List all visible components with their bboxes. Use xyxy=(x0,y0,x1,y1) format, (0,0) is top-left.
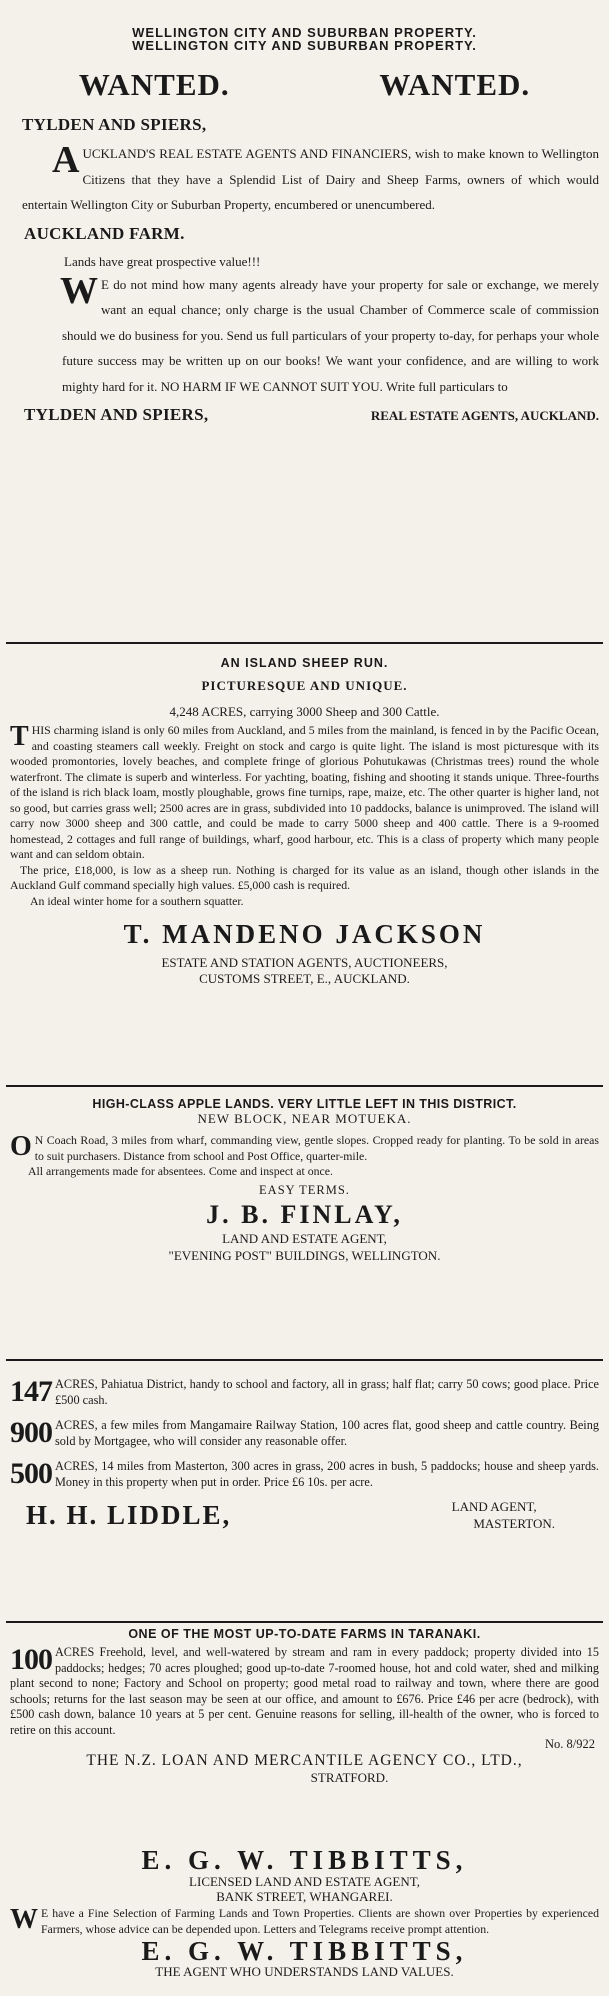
firm-footer xyxy=(24,405,599,425)
tibbitts-paragraph xyxy=(10,1906,599,1937)
listing-text: ACRES, Pahiatua District, handy to school and factory, all in grass; half flat; carry 50 cows; good place. Price £500 cash. xyxy=(55,1377,599,1407)
jackson-line-1: ESTATE AND STATION AGENTS, AUCTIONEERS, xyxy=(161,955,448,970)
listing-900 xyxy=(10,1418,599,1449)
divider-3 xyxy=(6,1359,603,1361)
advert-liddle xyxy=(4,1377,605,1617)
tibbitts-name: E. G. W. TIBBITTS, xyxy=(141,1845,468,1875)
listing-text: ACRES, a few miles from Mangamaire Railway Station, 100 acres flat, good sheep and cattle country. Being sold by Mortgagee, who will consider any reasonable offer. xyxy=(55,1418,599,1448)
firm-name-top: TYLDEN AND SPIERS, xyxy=(22,115,207,134)
advert-tibbitts xyxy=(4,1846,605,1996)
apple-text: N Coach Road, 3 miles from wharf, commanding view, gentle slopes. Cropped ready for planting. To be sold in areas to suit purchasers. Distance from school and Post Office, quarter-mile. xyxy=(34,1133,599,1163)
tibbitts-line-2: BANK STREET, WHANGAREI. xyxy=(216,1889,393,1904)
finlay-line-1: LAND AND ESTATE AGENT, xyxy=(222,1230,387,1246)
wanted-right: WANTED. xyxy=(379,67,531,102)
apple-paragraph xyxy=(10,1133,599,1164)
wanted-banner xyxy=(4,67,605,103)
header-line-2: WELLINGTON CITY AND SUBURBAN PROPERTY. xyxy=(132,38,477,53)
taranaki-ref: No. 8/922 xyxy=(545,1737,595,1751)
listing-number: 900 xyxy=(10,1416,52,1449)
listing-number: 147 xyxy=(10,1375,52,1408)
finlay-line-2: "EVENING POST" BUILDINGS, WELLINGTON. xyxy=(168,1247,441,1263)
island-text: HIS charming island is only 60 miles from Auckland, and 5 miles from the mainland, is fenced in by the Pacific Ocean, and coasting steamers call weekly. Freight on stock and cargo is quite light. The island is most picturesque with its wooded promontories, lovely beaches, and complete fringe of glorious Pohutukawas (Christmas trees) round the whole waterfront. The climate is superb and winterless. For yachting, boating, fishing and shooting it stands unique. Three-fourths of the island is rich black loam, mostly ploughable, grows fine turnips, rape, maize, etc. The other quarter is higher land, not so good, but carries grass well; 2500 acres are in grass, subdivided into 10 paddocks, balance is unimproved. The island will carry now 3000 sheep and 300 cattle, and could be made to carry 5000 sheep and 400 cattle. There is a 9-roomed homestead, 2 cottages and full range of buildings, wharf, good harbour, etc. This is a class of property which many people want and can seldom obtain. xyxy=(10,723,599,861)
taranaki-paragraph xyxy=(10,1645,599,1738)
dropcap-w2: W xyxy=(10,1904,38,1935)
listing-text: ACRES, 14 miles from Masterton, 300 acres in grass, 200 acres in bush, 5 paddocks; house and sheep yards. Money in this property when put in order. Price £6 10s. per acre. xyxy=(55,1459,599,1489)
jackson-line-2: CUSTOMS STREET, E., AUCKLAND. xyxy=(199,971,410,986)
intro-paragraph xyxy=(4,141,605,218)
taranaki-number: 100 xyxy=(10,1643,52,1676)
liddle-footer xyxy=(26,1498,555,1532)
lands-line: Lands have great prospective value!!! xyxy=(64,253,261,269)
dropcap-w: W xyxy=(60,269,98,312)
tibbitts-text: E have a Fine Selection of Farming Lands and Town Properties. Clients are shown over Properties by experienced Farmers, whose advice can be depended upon. Letters and Telegrams receive prompt attention. xyxy=(41,1906,599,1936)
farm-heading: AUCKLAND FARM. xyxy=(24,223,185,243)
advert-tylden-spiers xyxy=(4,26,605,638)
liddle-role-2: MASTERTON. xyxy=(473,1516,555,1531)
main-text: E do not mind how many agents already have your property for sale or exchange, we merely want an equal chance; only charge is the usual Chamber of Commerce scale of commission should we do business for you. Send us full particulars of your property to-day, for perhaps your whole future success may be written up on our books! We want your confidence, and are willing to work mighty hard for it. NO HARM IF WE CANNOT SUIT YOU. Write full particulars to xyxy=(62,276,599,394)
tibbitts-line-1: LICENSED LAND AND ESTATE AGENT, xyxy=(189,1874,420,1889)
dropcap-a: A xyxy=(52,139,80,181)
intro-text: UCKLAND'S REAL ESTATE AGENTS AND FINANCIERS, wish to make known to Wellington Citizens that they have a Splendid List of Dairy and Sheep Farms, owners of which would entertain Wellington City or Suburban Property, encumbered or unencumbered. xyxy=(22,146,599,212)
dropcap-t: T xyxy=(10,721,29,752)
taranaki-text: ACRES Freehold, level, and well-watered by stream and ram in every paddock; property divided into 15 paddocks; hedges; 70 acres ploughed; good up-to-date 7-roomed house, hot and cold water, shed and milking plant second to none; Factory and School on property; good metal road to railway and town, where there are good schools; returns for the last season may be seen at our office, and amount to £676. Price £46 per acre (bedrock), with £500 cash down, balance 10 years at 5 per cent. Genuine reasons for selling, ill-health of the owner, who is forced to retire on this account. xyxy=(10,1645,599,1737)
divider-4 xyxy=(6,1621,603,1623)
tibbitts-name-repeat: E. G. W. TIBBITTS, xyxy=(141,1936,468,1966)
island-acres: 4,248 ACRES, carrying 3000 Sheep and 300 Cattle. xyxy=(169,704,440,719)
wanted-left: WANTED. xyxy=(78,67,230,102)
loan-agency-location: STRATFORD. xyxy=(310,1770,389,1785)
main-paragraph xyxy=(4,269,605,400)
island-subtitle: PICTURESQUE AND UNIQUE. xyxy=(201,678,408,693)
taranaki-title: ONE OF THE MOST UP-TO-DATE FARMS IN TARANAKI. xyxy=(128,1627,481,1641)
loan-agency-name: THE N.Z. LOAN AND MERCANTILE AGENCY CO., LTD., xyxy=(86,1752,523,1769)
firm-name-bottom: TYLDEN AND SPIERS, xyxy=(24,405,209,424)
apple-subtitle: NEW BLOCK, NEAR MOTUEKA. xyxy=(197,1111,412,1126)
apple-arrangements: All arrangements made for absentees. Come and inspect at once. xyxy=(28,1164,333,1178)
advert-taranaki-farm xyxy=(4,1627,605,1842)
header-line-1: WELLINGTON CITY AND SUBURBAN PROPERTY. xyxy=(132,25,477,40)
liddle-listings xyxy=(4,1377,605,1490)
island-price: The price, £18,000, is low as a sheep run. Nothing is charged for its value as an island, though other islands in the Auckland Gulf command specially high values. £5,000 cash is required. xyxy=(10,862,599,892)
island-ideal: An ideal winter home for a southern squatter. xyxy=(30,893,244,908)
apple-terms: EASY TERMS. xyxy=(259,1182,350,1197)
apple-title: HIGH-CLASS APPLE LANDS. VERY LITTLE LEFT IN THIS DISTRICT. xyxy=(92,1097,517,1111)
finlay-name: J. B. FINLAY, xyxy=(206,1199,403,1229)
liddle-role xyxy=(433,1498,555,1532)
listing-147 xyxy=(10,1377,599,1408)
dropcap-o: O xyxy=(10,1131,32,1162)
divider-1 xyxy=(6,642,603,644)
firm-address: REAL ESTATE AGENTS, AUCKLAND. xyxy=(370,408,599,423)
island-paragraph xyxy=(10,723,599,863)
liddle-name: H. H. LIDDLE, xyxy=(26,1499,232,1530)
liddle-role-1: LAND AGENT, xyxy=(451,1499,537,1514)
island-title: AN ISLAND SHEEP RUN. xyxy=(220,656,389,670)
divider-2 xyxy=(6,1085,603,1087)
jackson-name: T. MANDENO JACKSON xyxy=(123,919,486,949)
listing-500 xyxy=(10,1459,599,1490)
tibbitts-tagline: THE AGENT WHO UNDERSTANDS LAND VALUES. xyxy=(155,1964,454,1979)
advert-island-sheep-run xyxy=(4,656,605,1081)
listing-number: 500 xyxy=(10,1457,52,1490)
advert-apple-lands xyxy=(4,1097,605,1355)
